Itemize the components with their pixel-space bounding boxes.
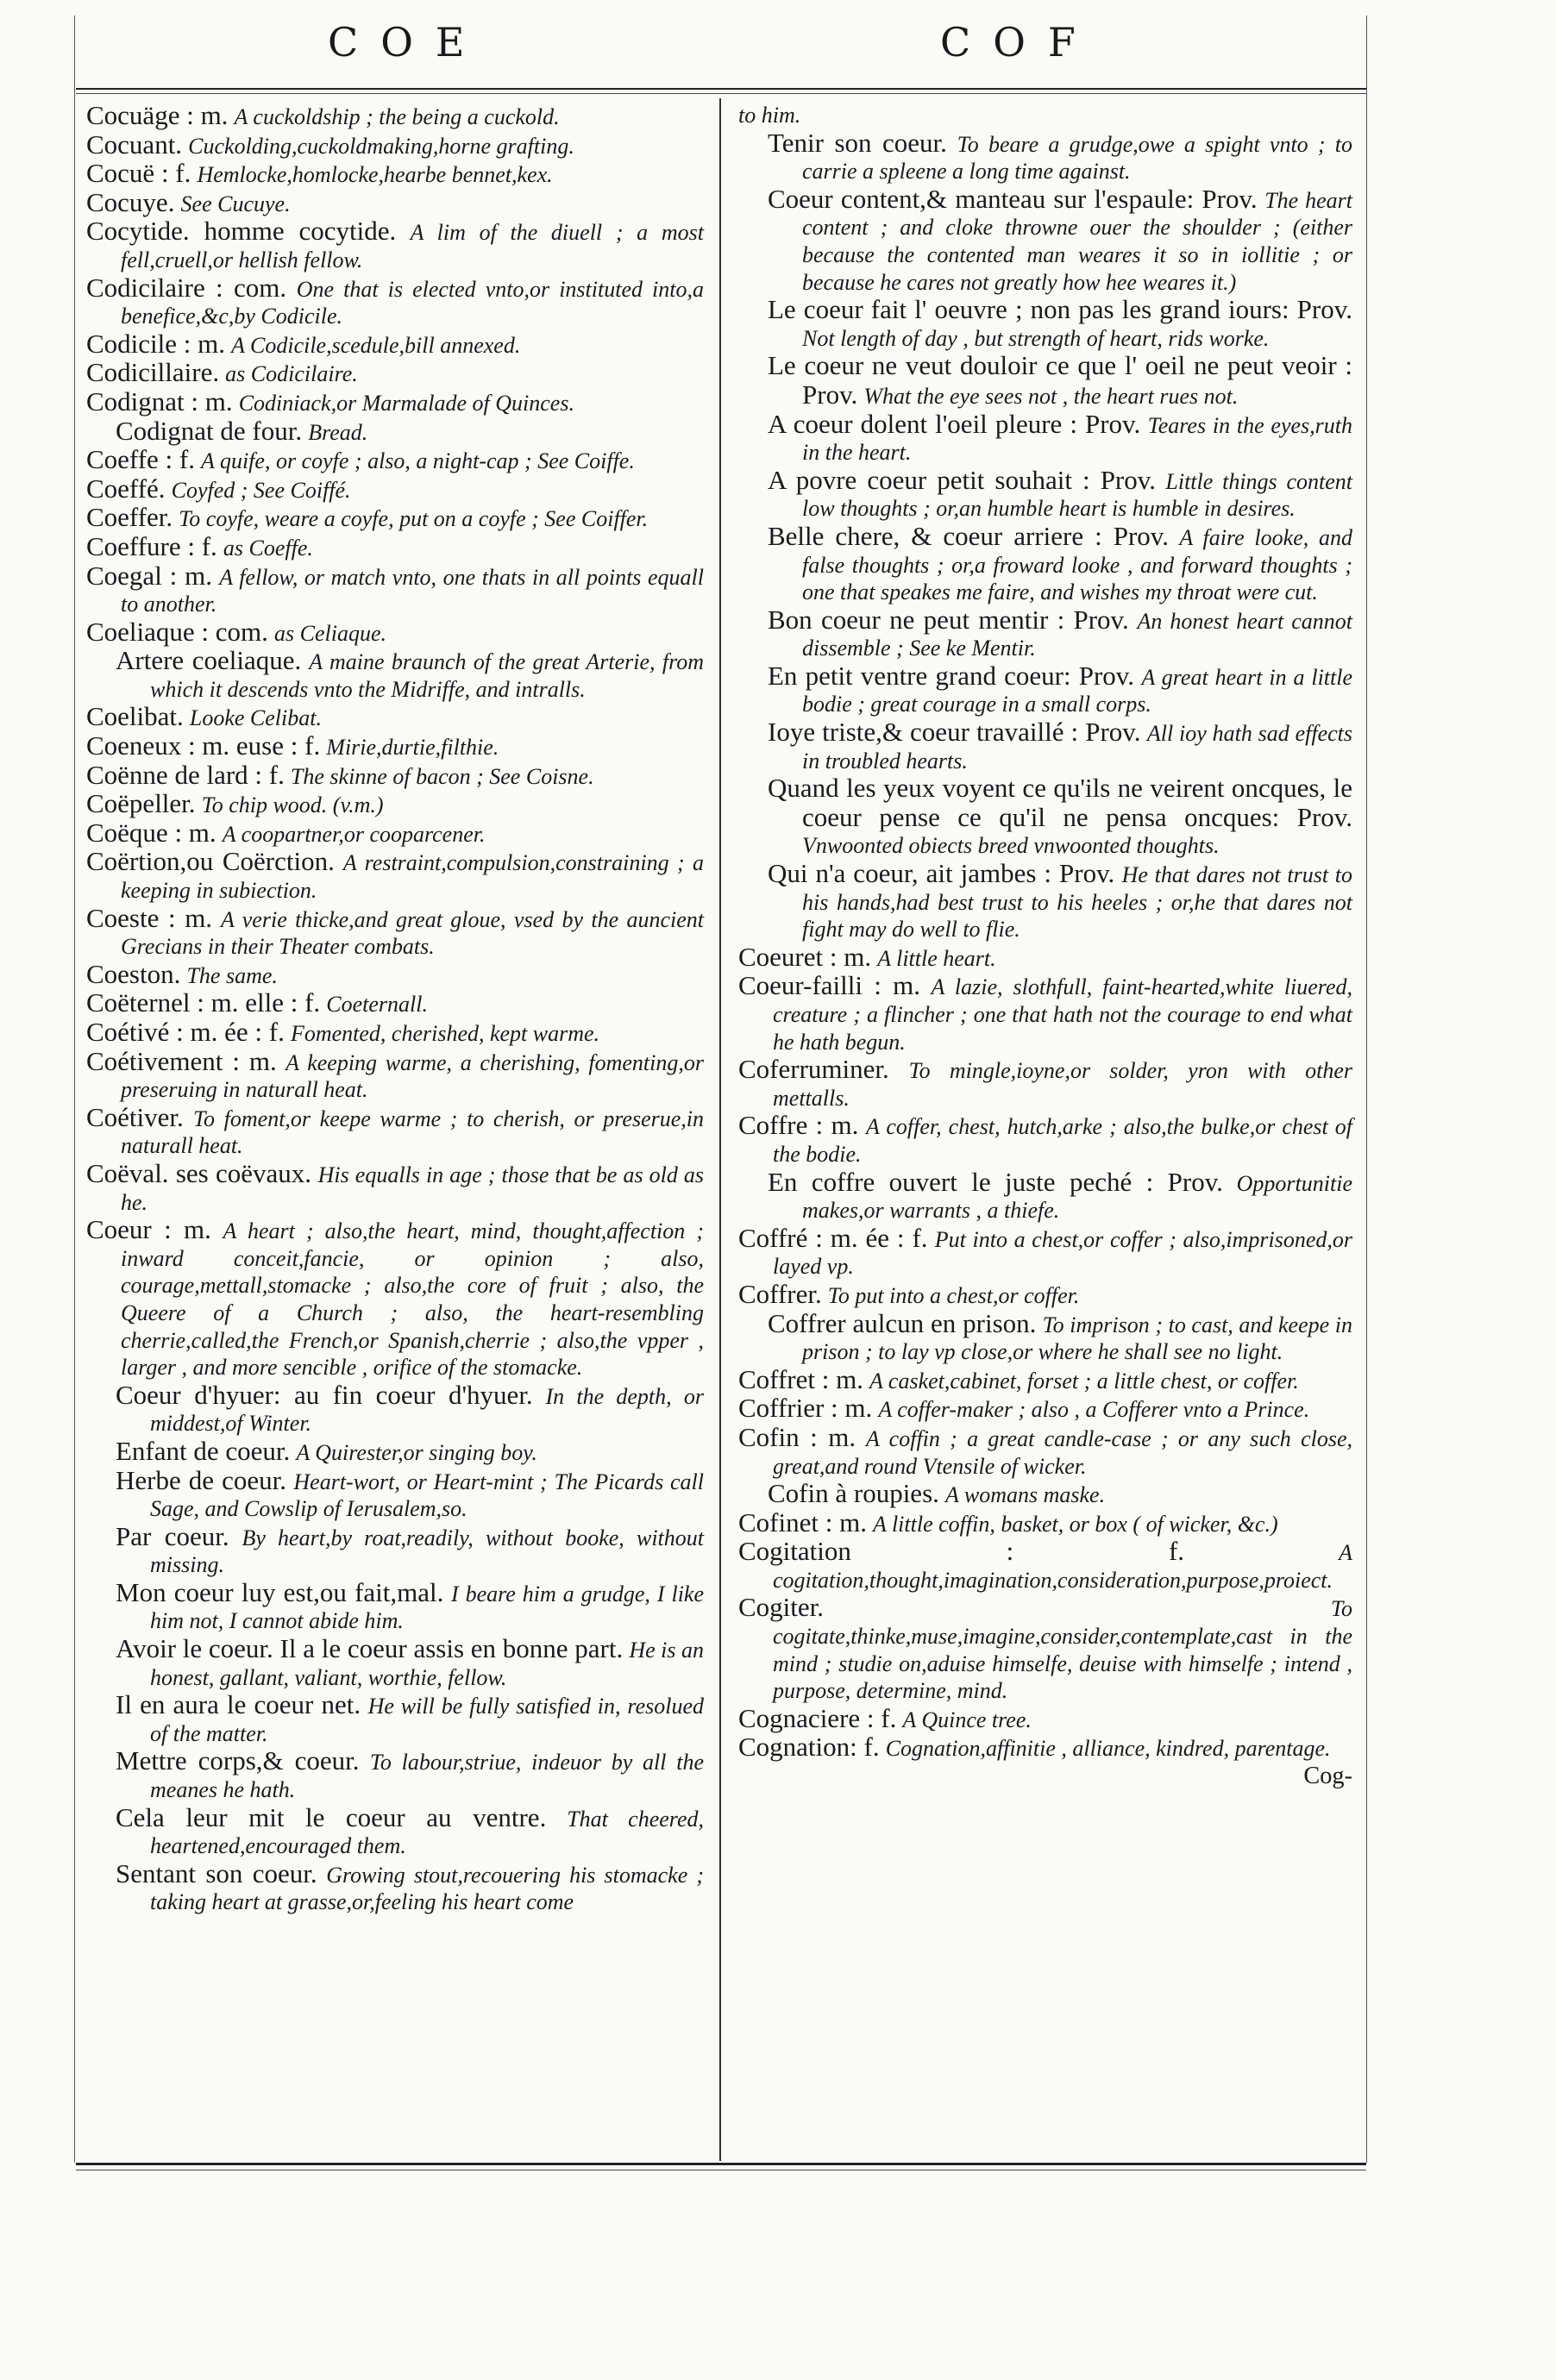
dictionary-entry bbox=[86, 732, 704, 761]
headword: Coeur-failli : m. bbox=[738, 970, 920, 1001]
definition: The skinne of bacon ; See Coisne. bbox=[290, 763, 594, 789]
headword: Coffrer. bbox=[738, 1278, 822, 1309]
headword: Coeffure : f. bbox=[86, 530, 217, 561]
definition: What the eye sees not , the heart rues not. bbox=[863, 383, 1239, 409]
definition: A coffer-maker ; also , a Cofferer vnto a Prince. bbox=[878, 1397, 1310, 1423]
headword: Codicile : m. bbox=[86, 328, 226, 359]
definition: Teares in the eyes,ruth in the heart. bbox=[802, 412, 1353, 466]
headword: Mon coeur luy est,ou fait,mal. bbox=[116, 1576, 444, 1607]
dictionary-entry bbox=[86, 1635, 704, 1691]
definition: A great heart in a little bodie ; great courage in a small corps. bbox=[802, 664, 1353, 717]
dictionary-entry bbox=[738, 860, 1352, 943]
dictionary-entry bbox=[738, 410, 1352, 467]
dictionary-entry bbox=[86, 160, 704, 189]
dictionary-entry bbox=[738, 352, 1352, 410]
headword: Cofin : m. bbox=[738, 1421, 856, 1452]
headword: Coeste : m. bbox=[86, 902, 213, 933]
headword: Cogiter. bbox=[738, 1592, 825, 1623]
headword: Cofin à roupies. bbox=[768, 1478, 939, 1509]
dictionary-entry bbox=[86, 958, 704, 990]
definition: I beare him a grudge, I like him not, I cannot abide him. bbox=[150, 1581, 704, 1634]
dictionary-entry bbox=[86, 1801, 704, 1860]
definition: Heart-wort, or Heart-mint ; The Picards call Sage, and Cowslip of Ierusalem,so. bbox=[150, 1469, 704, 1522]
definition: All ioy hath sad effects in troubled hearts. bbox=[802, 721, 1352, 774]
footer-rule bbox=[76, 2163, 1366, 2165]
headword: Mettre corps,& coeur. bbox=[116, 1745, 360, 1776]
definition: To beare a grudge,owe a spight vnto ; to carrie a spleene a long time against. bbox=[802, 131, 1352, 185]
definition: Cognation,affinitie , alliance, kindred, parentage. bbox=[885, 1736, 1331, 1762]
headword: En petit ventre grand coeur: Prov. bbox=[768, 660, 1135, 691]
definition: A Quirester,or singing boy. bbox=[296, 1439, 537, 1465]
definition: He that dares not trust to his hands,had best trust to his heeles ; or,he that dares not fight may do well to flie. bbox=[802, 862, 1352, 943]
definition: A restraint,compulsion,constraining ; a keeping in subiection. bbox=[121, 850, 705, 904]
headword: Qui n'a coeur, ait jambes : Prov. bbox=[768, 858, 1115, 889]
dictionary-entry bbox=[738, 718, 1352, 774]
dictionary-entry bbox=[738, 972, 1352, 1055]
dictionary-entry bbox=[738, 1480, 1352, 1509]
dictionary-entry bbox=[738, 1394, 1352, 1424]
definition: In the depth, or middest,of Winter. bbox=[150, 1383, 704, 1437]
right-column bbox=[738, 102, 1352, 1790]
dictionary-entry bbox=[86, 186, 704, 218]
definition: A heart ; also,the heart, mind, thought,affection ; inward conceit,fancie, or opinion ; also, courage,mettall,stomacke ; also,the core of fruit ; also, the Queere of a Church ; also, the heart-resembling cherrie,called,the French,or Spanish,cherrie ; also,the vpper , larger , and more sencible , orifice of the stomacke. bbox=[121, 1218, 704, 1381]
definition: A coffin ; a great candle-case ; or any such close, great,and round Vtensile of wicker. bbox=[773, 1425, 1352, 1479]
headword: Bon coeur ne peut mentir : Prov. bbox=[768, 604, 1129, 635]
definition: Bread. bbox=[308, 419, 368, 445]
headword: Herbe de coeur. bbox=[116, 1464, 286, 1495]
dictionary-entry bbox=[738, 1363, 1352, 1395]
headword: Cogitation : f. bbox=[738, 1536, 1185, 1567]
definition: A verie thicke,and great gloue, vsed by the auncient Grecians in their Theater combats. bbox=[121, 906, 704, 960]
headword: A povre coeur petit souhait : Prov. bbox=[768, 464, 1156, 495]
definition: A little heart. bbox=[877, 945, 996, 971]
headword: Artere coeliaque. bbox=[116, 645, 302, 676]
definition: A maine braunch of the great Arterie, from which it descends vnto the Midriffe, and intralls. bbox=[150, 649, 705, 702]
dictionary-entry bbox=[738, 185, 1352, 296]
dictionary-entry bbox=[86, 446, 704, 475]
headword: Coeffer. bbox=[86, 502, 173, 533]
headword: Coeur : m. bbox=[86, 1214, 211, 1245]
headword: Il en aura le coeur net. bbox=[116, 1689, 361, 1720]
dictionary-entry bbox=[86, 128, 704, 160]
dictionary-entry bbox=[86, 1216, 704, 1381]
running-head-left: COE bbox=[328, 19, 487, 66]
dictionary-entry bbox=[738, 943, 1352, 973]
dictionary-entry bbox=[738, 296, 1352, 352]
dictionary-entry bbox=[86, 562, 704, 618]
definition: Opportunitie makes,or warrants , a thiefe. bbox=[802, 1170, 1352, 1224]
definition: A womans maske. bbox=[944, 1482, 1106, 1508]
definition: The heart content ; and cloke throwne ouer the shoulder ; (either because the contented man weares it so in iollitie ; or because he cares not greatly how hee weares it.) bbox=[802, 187, 1352, 295]
headword: Coeuret : m. bbox=[738, 941, 872, 972]
headword: Cocytide. homme cocytide. bbox=[86, 216, 397, 247]
dictionary-entry bbox=[738, 1224, 1352, 1281]
definition: Little things content low thoughts ; or,an humble heart is humble in desires. bbox=[802, 468, 1352, 522]
dictionary-entry bbox=[86, 1437, 704, 1467]
dictionary-entry bbox=[738, 1278, 1352, 1310]
dictionary-entry bbox=[86, 1691, 704, 1747]
headword: Coeneux : m. euse : f. bbox=[86, 730, 321, 761]
headword: Coeur content,& manteau sur l'espaule: Prov. bbox=[768, 183, 1258, 214]
definition: One that is elected vnto,or instituted into,a benefice,&c,by Codicile. bbox=[121, 276, 705, 329]
dictionary-entry bbox=[738, 774, 1352, 860]
headword: Le coeur ne veut douloir ce que l' oeil ne peut veoir : Prov. bbox=[768, 350, 1352, 410]
definition: To foment,or keepe warme ; to cherish, or preserue,in naturall heat. bbox=[121, 1105, 704, 1159]
dictionary-entry bbox=[86, 647, 704, 703]
headword: Coffrier : m. bbox=[738, 1393, 873, 1424]
definition: as Codicilaire. bbox=[225, 361, 358, 387]
header-rule-thin bbox=[76, 93, 1366, 94]
headword: Coëpeller. bbox=[86, 788, 196, 819]
dictionary-entry bbox=[738, 1538, 1352, 1594]
definition: To cogitate,thinke,muse,imagine,consider,contemplate,cast in the mind ; studie on,aduise himselfe, deuise with himselfe ; intend , purpose, determine, mind. bbox=[773, 1596, 1352, 1704]
dictionary-entry bbox=[738, 1421, 1352, 1480]
definition: A cogitation,thought,imagination,consideration,purpose,proiect. bbox=[773, 1540, 1352, 1593]
headword: Le coeur fait l' oeuvre ; non pas les grand iours: Prov. bbox=[768, 294, 1352, 325]
headword: Cofinet : m. bbox=[738, 1506, 867, 1538]
dictionary-entry bbox=[738, 1055, 1352, 1112]
definition: Coyfed ; See Coiffé. bbox=[171, 477, 351, 503]
dictionary-entry bbox=[738, 606, 1352, 662]
definition: To imprison ; to cast, and keepe in prison ; to lay vp close,or where he shall see no light. bbox=[802, 1312, 1353, 1365]
definition: By heart,by roat,readily, without booke, without missing. bbox=[150, 1525, 704, 1578]
definition: The same. bbox=[186, 962, 278, 988]
headword: Coeston. bbox=[86, 958, 181, 989]
dictionary-entry bbox=[86, 475, 704, 504]
headword: Coërtion,ou Coërction. bbox=[86, 846, 335, 877]
headword: Tenir son coeur. bbox=[768, 127, 947, 158]
headword: Enfant de coeur. bbox=[116, 1435, 291, 1466]
definition: A Quince tree. bbox=[902, 1707, 1032, 1732]
headword: Codicilaire : com. bbox=[86, 272, 287, 303]
definition: That cheered, heartened,encouraged them. bbox=[150, 1806, 704, 1859]
dictionary-entry bbox=[86, 790, 704, 819]
dictionary-entry bbox=[738, 129, 1352, 185]
definition: Growing stout,recouering his stomacke ; taking heart at grasse,or,feeling his heart come bbox=[150, 1862, 704, 1915]
definition: as Celiaque. bbox=[274, 620, 386, 646]
dictionary-entry bbox=[738, 1702, 1352, 1734]
header-rule bbox=[76, 88, 1366, 90]
definition: To chip wood. (v.m.) bbox=[201, 792, 384, 818]
dictionary-entry bbox=[86, 1045, 704, 1104]
definition: A fellow, or match vnto, one thats in all points equall to another. bbox=[121, 564, 704, 617]
dictionary-entry bbox=[86, 217, 704, 273]
dictionary-entry bbox=[86, 1157, 704, 1216]
dictionary-entry bbox=[738, 464, 1352, 523]
dictionary-entry bbox=[86, 1381, 704, 1437]
frame-right-rule bbox=[1366, 16, 1367, 2163]
running-head-right: COF bbox=[940, 19, 1098, 66]
dictionary-entry bbox=[86, 1857, 704, 1916]
dictionary-entry bbox=[86, 417, 704, 447]
dictionary-entry bbox=[86, 504, 704, 533]
headword: Coffre : m. bbox=[738, 1110, 859, 1141]
definition: to him. bbox=[738, 103, 801, 128]
left-column bbox=[86, 102, 704, 1916]
dictionary-entry bbox=[86, 1520, 704, 1579]
dictionary-entry bbox=[86, 530, 704, 562]
headword: En coffre ouvert le juste peché : Prov. bbox=[768, 1166, 1223, 1197]
dictionary-entry bbox=[86, 761, 704, 791]
headword: Coeliaque : com. bbox=[86, 616, 268, 647]
headword: Coétivé : m. ée : f. bbox=[86, 1017, 285, 1047]
headword: Coeffe : f. bbox=[86, 444, 195, 475]
headword: Belle chere, & coeur arriere : Prov. bbox=[768, 520, 1170, 551]
dictionary-entry bbox=[86, 274, 704, 330]
dictionary-entry bbox=[86, 989, 704, 1018]
definition: To mingle,ioyne,or solder, yron with other mettalls. bbox=[773, 1058, 1352, 1111]
definition: A lazie, slothfull, faint-hearted,white liuered, creature ; a flincher ; one that hath not the courage to end what he hath begun. bbox=[773, 974, 1353, 1055]
dictionary-entry bbox=[86, 703, 704, 732]
definition: A little coffin, basket, or box ( of wicker, &c.) bbox=[873, 1511, 1278, 1537]
headword: Coënne de lard : f. bbox=[86, 759, 285, 790]
definition: Cuckolding,cuckoldmaking,horne grafting. bbox=[188, 133, 574, 159]
headword: Cela leur mit le coeur au ventre. bbox=[116, 1801, 547, 1832]
headword: Coëternel : m. elle : f. bbox=[86, 987, 321, 1018]
definition: A Codicile,scedule,bill annexed. bbox=[231, 332, 521, 358]
headword: Codignat : m. bbox=[86, 385, 233, 416]
dictionary-entry bbox=[738, 520, 1352, 606]
definition: Looke Celibat. bbox=[189, 705, 322, 731]
definition: A coopartner,or cooparcener. bbox=[222, 821, 486, 847]
headword: Coffré : m. ée : f. bbox=[738, 1222, 928, 1253]
definition: To coyfe, weare a coyfe, put on a coyfe ; See Coiffer. bbox=[179, 506, 649, 532]
dictionary-entry bbox=[86, 1018, 704, 1048]
definition: A coffer, chest, hutch,arke ; also,the bulke,or chest of the bodie. bbox=[773, 1114, 1352, 1167]
headword: Coelibat. bbox=[86, 701, 184, 732]
dictionary-entry bbox=[738, 102, 1352, 129]
definition: Hemlocke,homlocke,hearbe bennet,kex. bbox=[197, 162, 553, 188]
dictionary-entry bbox=[86, 385, 704, 417]
definition: Not length of day , but strength of heart, rids worke. bbox=[802, 325, 1270, 351]
definition: A casket,cabinet, forset ; a little chest, or coffer. bbox=[869, 1368, 1299, 1394]
headword: Quand les yeux voyent ce qu'ils ne veirent oncques, le coeur pense ce qu'il ne pensa oncques: Prov. bbox=[768, 773, 1352, 832]
headword: Coëque : m. bbox=[86, 817, 216, 848]
dictionary-entry bbox=[86, 1101, 704, 1160]
headword: Sentant son coeur. bbox=[116, 1857, 317, 1888]
headword: Ioye triste,& coeur travaillé : Prov. bbox=[768, 717, 1141, 748]
definition: Codiniack,or Marmalade of Quinces. bbox=[238, 390, 574, 416]
dictionary-entry bbox=[738, 1506, 1352, 1538]
dictionary-entry bbox=[86, 1747, 704, 1803]
headword: A coeur dolent l'oeil pleure : Prov. bbox=[768, 408, 1141, 439]
dictionary-entry bbox=[86, 618, 704, 648]
definition: A keeping warme, a cherishing, fomenting,or preseruing in naturall heat. bbox=[121, 1049, 704, 1103]
headword: Cocuäge : m. bbox=[86, 100, 229, 130]
dictionary-entry bbox=[738, 1112, 1352, 1168]
dictionary-entry bbox=[86, 1464, 704, 1523]
headword: Cognation: f. bbox=[738, 1732, 880, 1763]
definition: An honest heart cannot dissemble ; See ke Mentir. bbox=[802, 608, 1353, 661]
dictionary-entry bbox=[86, 819, 704, 849]
definition: Mirie,durtie,filthie. bbox=[326, 735, 499, 761]
headword: Coegal : m. bbox=[86, 560, 212, 591]
dictionary-entry bbox=[86, 330, 704, 360]
column-divider bbox=[719, 98, 721, 2161]
definition: A lim of the diuell ; a most fell,cruell,or hellish fellow. bbox=[121, 220, 704, 272]
headword: Cocuë : f. bbox=[86, 158, 191, 189]
headword: Coétiver. bbox=[86, 1101, 184, 1132]
definition: as Coeffe. bbox=[223, 535, 313, 561]
definition: Coeternall. bbox=[326, 992, 428, 1018]
definition: He is an honest, gallant, valiant, worthie, fellow. bbox=[150, 1638, 704, 1690]
headword: Coeffé. bbox=[86, 473, 166, 504]
definition: A faire looke, and false thoughts ; or,a froward looke , and forward thoughts ; one that speakes me faire, and wishes my throat were cut. bbox=[802, 524, 1352, 605]
headword: Coëval. ses coëvaux. bbox=[86, 1157, 312, 1188]
dictionary-entry bbox=[86, 848, 704, 904]
dictionary-entry bbox=[738, 1307, 1353, 1366]
dictionary-entry bbox=[86, 1576, 704, 1635]
definition: To labour,striue, indeuor by all the meanes he hath. bbox=[150, 1750, 704, 1803]
dictionary-entry bbox=[738, 662, 1352, 718]
definition: See Cucuye. bbox=[180, 191, 291, 216]
headword: Coffret : m. bbox=[738, 1363, 863, 1394]
definition: Fomented, cherished, kept warme. bbox=[290, 1021, 600, 1046]
definition: A quife, or coyfe ; also, a night-cap ; See Coiffe. bbox=[201, 448, 635, 474]
headword: Coétivement : m. bbox=[86, 1045, 277, 1076]
headword: Codicillaire. bbox=[86, 357, 220, 388]
headword: Cocuant. bbox=[86, 128, 183, 160]
dictionary-entry bbox=[86, 359, 704, 388]
headword: Cognaciere : f. bbox=[738, 1702, 897, 1733]
headword: Coeur d'hyuer: au fin coeur d'hyuer. bbox=[116, 1379, 533, 1410]
headword: Avoir le coeur. Il a le coeur assis en bonne part. bbox=[116, 1633, 624, 1664]
dictionary-entry bbox=[86, 902, 704, 961]
catchword: Cog- bbox=[1303, 1763, 1352, 1790]
definition: His equalls in age ; those that be as old as he. bbox=[121, 1162, 704, 1215]
dictionary-entry bbox=[738, 1733, 1352, 1763]
dictionary-entry bbox=[738, 1594, 1352, 1704]
headword: Codignat de four. bbox=[116, 415, 303, 446]
definition: Put into a chest,or coffer ; also,imprisoned,or layed vp. bbox=[773, 1226, 1353, 1280]
headword: Coferruminer. bbox=[738, 1054, 889, 1085]
headword: Cocuye. bbox=[86, 186, 175, 217]
headword: Par coeur. bbox=[116, 1520, 229, 1551]
dictionary-entry bbox=[738, 1168, 1352, 1224]
definition: He will be fully satisfied in, resolued of the matter. bbox=[150, 1694, 704, 1746]
dictionary-entry bbox=[86, 102, 704, 131]
definition: A cuckoldship ; the being a cuckold. bbox=[234, 104, 560, 129]
definition: To put into a chest,or coffer. bbox=[827, 1282, 1080, 1308]
definition: Vnwoonted obiects breed vnwoonted thoughts. bbox=[802, 833, 1220, 859]
headword: Coffrer aulcun en prison. bbox=[768, 1307, 1037, 1338]
frame-left-rule bbox=[74, 16, 75, 2163]
